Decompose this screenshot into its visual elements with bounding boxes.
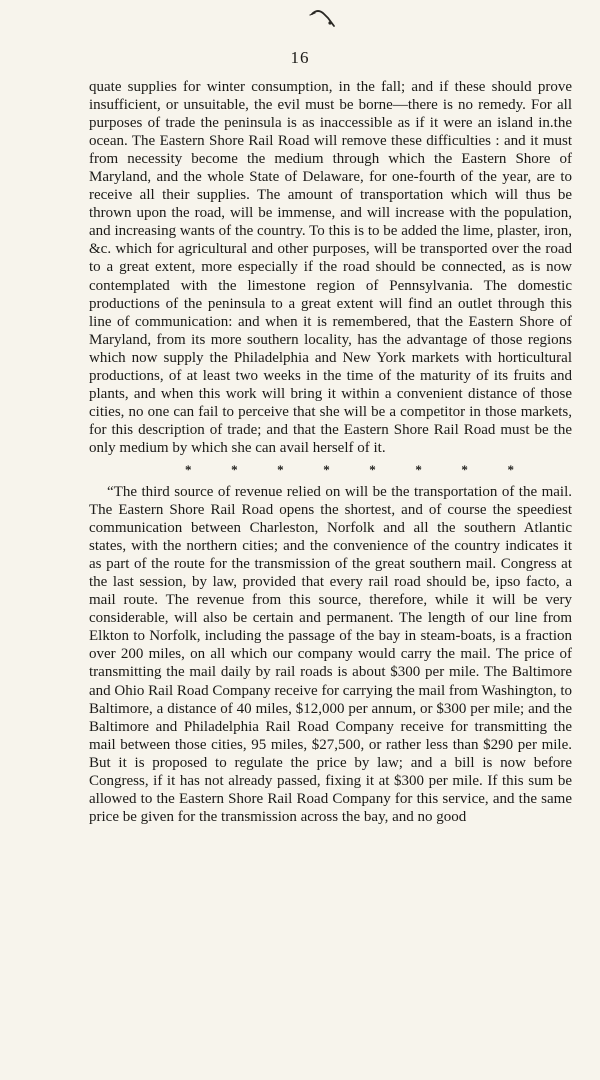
section-separator (89, 457, 572, 483)
separator-star: * (461, 461, 468, 477)
paragraph-mail-revenue: “The third source of revenue relied on will be the transportation of the mail. The Eastern Shore Rail Road opens the shortest, and of course the speediest communication between Charleston, Norfolk and all the southern Atlantic states, with the northern cities; and the convenience of the country indicates it as part of the route for the transmission of the great southern mail. Congress at the last session, by law, provided that every rail road should be, ipso facto, a mail route. The revenue from this source, therefore, while it will be very considerable, will also be certain and permanent. The length of our line from Elkton to Norfolk, including the passage of the bay in steam-boats, is a fraction over 200 miles, on all which our company would carry the mail. The price of transmitting the mail daily by rail roads is about $300 per mile. The Baltimore and Ohio Rail Road Company receive for carrying the mail from Washington, to Baltimore, a distance of 40 miles, $12,000 per annum, or $300 per mile; and the Baltimore and Philadelphia Rail Road Company receive for transmitting the mail between those cities, 95 miles, $27,500, or rather less than $290 per mile. But it is proposed to regulate the price by law; and a bill is now before Congress, if it has not already passed, fixing it at $300 per mile. If this sum be allowed to the Eastern Shore Rail Road Company for this service, and the same price be given for the transmission across the bay, and no good (89, 483, 572, 825)
separator-star: * (277, 461, 284, 477)
body-text (89, 78, 572, 826)
separator-star: * (231, 461, 238, 477)
separator-star: * (507, 461, 514, 477)
separator-star: * (369, 461, 376, 477)
separator-star: * (415, 461, 422, 477)
page-number: 16 (290, 48, 310, 67)
separator-star: * (185, 461, 192, 477)
separator-star: * (323, 461, 330, 477)
paragraph-mail-continuation: quate supplies for winter consumption, in the fall; and if these should prove insufficient, or unsuitable, the evil must be borne—there is no remedy. For all purposes of trade the peninsula is as inaccessible as if it were an island in.the ocean. The Eastern Shore Rail Road will remove these difficulties : and it must from necessity become the medium through which the Eastern Shore of Maryland, and the whole State of Delaware, for one-fourth of the year, are to receive all their supplies. The amount of transportation which will thus be thrown upon the road, will be immense, and will increase with the population, and increasing wants of the country. To this is to be added the lime, plaster, iron, &c. which for agricultural and other purposes, will be transported over the road to a great extent, more especially if the road should be connected, as is now contemplated with the limestone region of Pennsylvania. The domestic productions of the peninsula to a great extent will find an outlet through this line of communication: and when it is remembered, that the Eastern Shore of Maryland, from its more southern locality, has the advantage of those regions which now supply the Philadelphia and New York markets with horticultural productions, of at least two weeks in the time of the maturity of its fruits and plants, and when this work will bring it within a convenient distance of those cities, no one can fail to perceive that she will be a competitor in those markets, for this description of trade; and that the Eastern Shore Rail Road must be the only medium by which she can avail herself of it. (89, 79, 572, 456)
printer-mark-icon (300, 6, 340, 30)
